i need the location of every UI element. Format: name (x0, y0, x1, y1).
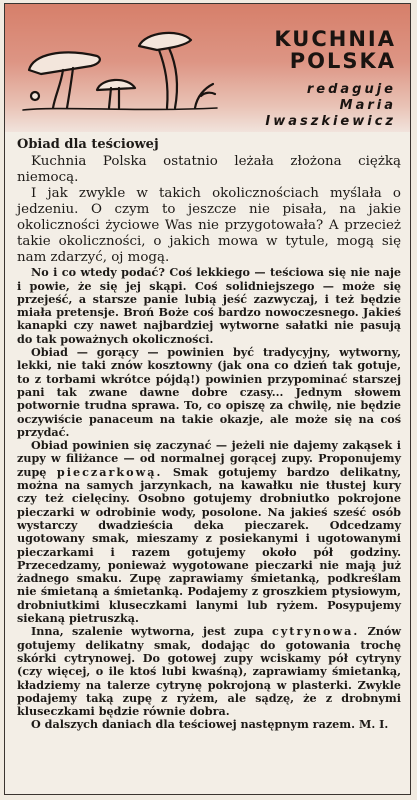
paragraph-3-rest: Smak gotujemy bardzo delikatny, można na samych jarzynkach, na kawałku nie tłustej kury czy też cielęciny. Osobno gotujemy drobniutko pokrojone pieczarki w odrobinie wody, posolone. Na jakieś sześć osób wystarczy dwadzieścia deka pieczarek. Odcedzamy ugotowany smak, mieszamy z posiekanymi i ugotowanymi pieczarkami i razem gotujemy około pół godziny. Przecedzamy, ponieważ wygotowane pieczarki nie mają już żadnego smaku. Zupę zaprawiamy śmietanką, podkreślam nie śmietaną a śmietanką. Podajemy z groszkiem ptysiowym, drobniutkimi kluseczkami lanymi lub ryżem. Posypujemy siekaną pietruszką. (17, 464, 401, 626)
column-title-line2: POLSKA (289, 49, 396, 73)
page-frame (4, 3, 411, 795)
column-title (274, 28, 396, 72)
paragraph-1: No i co wtedy podać? Coś lekkiego — teściowa się nie naje i powie, że się jej skąpi. Coś solidniejszego — może się przejeść, a starsze panie lubią jeść zazwyczaj, i też będzie miała pretensje. Broń Boże coś bardzo nowoczesnego. Jakieś kanapki czy nawet najbardziej wytworne sałatki nie pasują do tak poważnych okoliczności. (17, 265, 401, 346)
article-title: Obiad dla teściowej (17, 137, 159, 152)
paragraph-3-emphasis: pieczarkową. (56, 464, 163, 479)
paragraph-3 (17, 439, 401, 625)
editor-last-name: Iwaszkiewicz (265, 114, 396, 129)
paragraph-5 (17, 718, 401, 731)
paragraph-4-rest: Znów gotujemy delikatny smak, dodając do gotowania trochę skórki cytrynowej. Do gotowej zupy wciskamy pół cytryny (czy więcej, o ile ktoś lubi kwaśną), zaprawiamy śmietanką, kładziemy na talerze cytrynę pokrojoną w plasterki. Zwykle podajemy taką zupę z ryżem, ale sądzę, że z drobnymi kluseczkami będzie równie dobra. (17, 624, 401, 719)
paragraph-4-start: Inna, szalenie wytworna, jest zupa (31, 624, 264, 639)
article-lead (17, 154, 401, 266)
signature: M. I. (358, 717, 389, 732)
editor-credit (265, 82, 396, 130)
column-header (5, 4, 410, 132)
paragraph-4-emphasis: cytrynowa. (271, 624, 360, 639)
mushrooms-illustration-icon (19, 26, 219, 122)
paragraph-2: Obiad — gorący — powinien być tradycyjny, wytworny, lekki, nie taki znów kosztowny (jak ona co dzień tak gotuje, to z torbami wkrótce pójdą!) powinien przypominać starszej pani tak zwane dawne dobre czasy... Jednym słowem potwornie trudna sprawa. To, co opiszę za chwilę, nie będzie oczywiście panaceum na takie okazje, ale może się na coś przydać. (17, 345, 401, 439)
closing-line: O dalszych daniach dla teściowej następnym razem. (31, 717, 356, 732)
column-title-line1: KUCHNIA (274, 27, 396, 51)
lead-paragraph-2: I jak zwykle w takich okolicznościach myślała o jedzeniu. O czym to jeszcze nie pisała, na jakie okoliczności życiowe Was nie przygotowała? A przecież takie okoliczności, o jakich mowa w tytule, mogą się nam zdarzyć, oj mogą. (17, 186, 401, 266)
editor-first-name: Maria (339, 98, 396, 113)
article-body (17, 266, 401, 731)
lead-paragraph-1: Kuchnia Polska ostatnio leżała złożona ciężką niemocą. (17, 154, 401, 186)
paragraph-3-start: Obiad powinien się zaczynać — jeżeli nie dajemy zakąsek i zupy w filiżance — od normalnej gorącej zupy. Proponujemy zupę (17, 438, 401, 479)
editor-credit-label: redaguje (306, 82, 396, 97)
paragraph-4 (17, 625, 401, 718)
article (17, 138, 401, 732)
